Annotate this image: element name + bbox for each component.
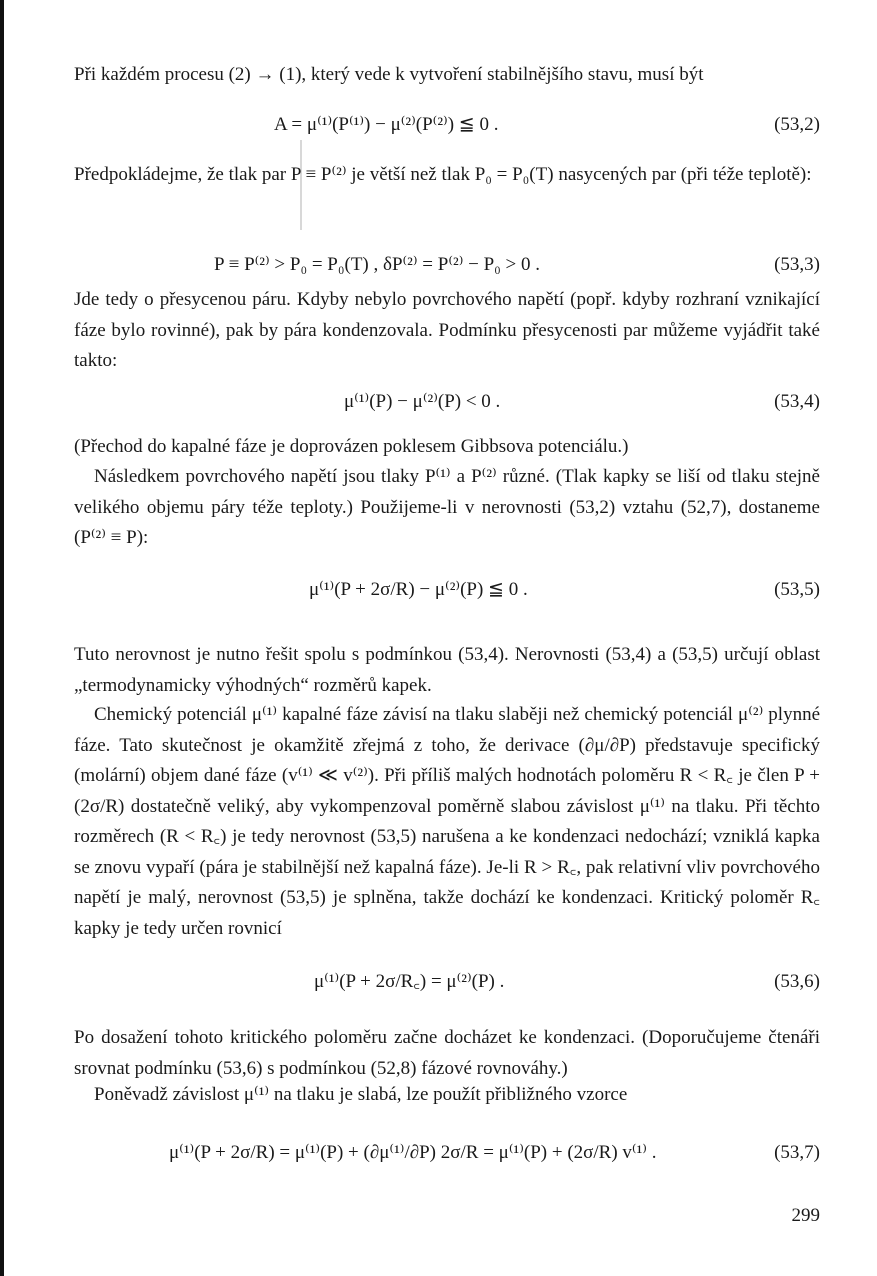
paragraph-1: Při každém procesu (2) → (1), který vede k vytvoření stabilnějšího stavu, musí být [74, 64, 704, 85]
paragraph-3: Jde tedy o přesycenou páru. Kdyby nebylo povrchového napětí (popř. kdyby rozhraní vznikající fáze bylo rovinné), pak by pára kondenzovala. Podmínku přesycenosti par můžeme vyjádřit také takto: [74, 289, 820, 371]
equation-formula: A = μ⁽¹⁾(P⁽¹⁾) − μ⁽²⁾(P⁽²⁾) ≦ 0 . [274, 114, 499, 135]
equation-number: (53,4) [774, 391, 820, 412]
equation-53-3 [74, 245, 820, 289]
equation-number: (53,3) [774, 254, 820, 275]
equation-53-7 [74, 1133, 820, 1177]
equation-53-2 [74, 105, 820, 149]
equation-number: (53,6) [774, 971, 820, 992]
equation-formula: μ⁽¹⁾(P + 2σ/R꜀) = μ⁽²⁾(P) . [314, 971, 505, 992]
equation-number: (53,5) [774, 579, 820, 600]
paragraph-5: Následkem povrchového napětí jsou tlaky P⁽¹⁾ a P⁽²⁾ různé. (Tlak kapky se liší od tlaku stejně velikého objemu páry téže teploty.) Použijeme-li v nerovnosti (53,2) vztahu (52,7), dostaneme (P⁽²⁾ ≡ P): [74, 466, 820, 548]
equation-53-4 [74, 382, 820, 426]
equation-formula: P ≡ P⁽²⁾ > P₀ = P₀(T) , δP⁽²⁾ = P⁽²⁾ − P₀ > 0 . [214, 254, 540, 275]
page-number: 299 [791, 1205, 820, 1226]
equation-number: (53,7) [774, 1142, 820, 1163]
paragraph-6: Tuto nerovnost je nutno řešit spolu s podmínkou (53,4). Nerovnosti (53,4) a (53,5) určují oblast „termodynamicky výhodných“ rozměrů kapek. [74, 644, 820, 696]
paragraph-8: Po dosažení tohoto kritického poloměru začne docházet ke kondenzaci. (Doporučujeme čtenáři srovnat podmínku (53,6) s podmínkou (52,8) fázové rovnováhy.) [74, 1027, 820, 1079]
paragraph-4: (Přechod do kapalné fáze je doprovázen poklesem Gibbsova potenciálu.) [74, 436, 629, 457]
equation-formula: μ⁽¹⁾(P) − μ⁽²⁾(P) < 0 . [344, 391, 501, 412]
paragraph-2: Předpokládejme, že tlak par P ≡ P⁽²⁾ je větší než tlak P₀ = P₀(T) nasycených par (při téže teplotě): [74, 164, 812, 185]
paragraph-7: Chemický potenciál μ⁽¹⁾ kapalné fáze závisí na tlaku slaběji než chemický potenciál μ⁽²⁾ plynné fáze. Tato skutečnost je okamžitě zřejmá z toho, že derivace (∂μ/∂P) představuje specifický (molární) objem dané fáze (v⁽¹⁾ ≪ v⁽²⁾). Při příliš malých hodnotách poloměru R < R꜀ je člen P + (2σ/R) dostatečně veliký, aby vykompenzoval poměrně slabou závislost μ⁽¹⁾ na tlaku. Při těchto rozměrech (R < R꜀) je tedy nerovnost (53,5) narušena a ke kondenzaci nedochází; vzniklá kapka se znovu vypaří (pára je stabilnější než kapalná fáze). Je-li R > R꜀, pak relativní vliv povrchového napětí je malý, nerovnost (53,5) je splněna, takže dochází ke kondenzaci. Kritický poloměr R꜀ kapky je tedy určen rovnicí [74, 704, 820, 939]
equation-formula: μ⁽¹⁾(P + 2σ/R) − μ⁽²⁾(P) ≦ 0 . [309, 579, 528, 600]
paragraph-9: Poněvadž závislost μ⁽¹⁾ na tlaku je slabá, lze použít přibližného vzorce [94, 1084, 628, 1105]
equation-53-6 [74, 962, 820, 1006]
equation-formula: μ⁽¹⁾(P + 2σ/R) = μ⁽¹⁾(P) + (∂μ⁽¹⁾/∂P) 2σ/R = μ⁽¹⁾(P) + (2σ/R) v⁽¹⁾ . [169, 1142, 657, 1163]
equation-53-5 [74, 570, 820, 614]
equation-number: (53,2) [774, 114, 820, 135]
scan-left-edge [0, 0, 4, 1276]
